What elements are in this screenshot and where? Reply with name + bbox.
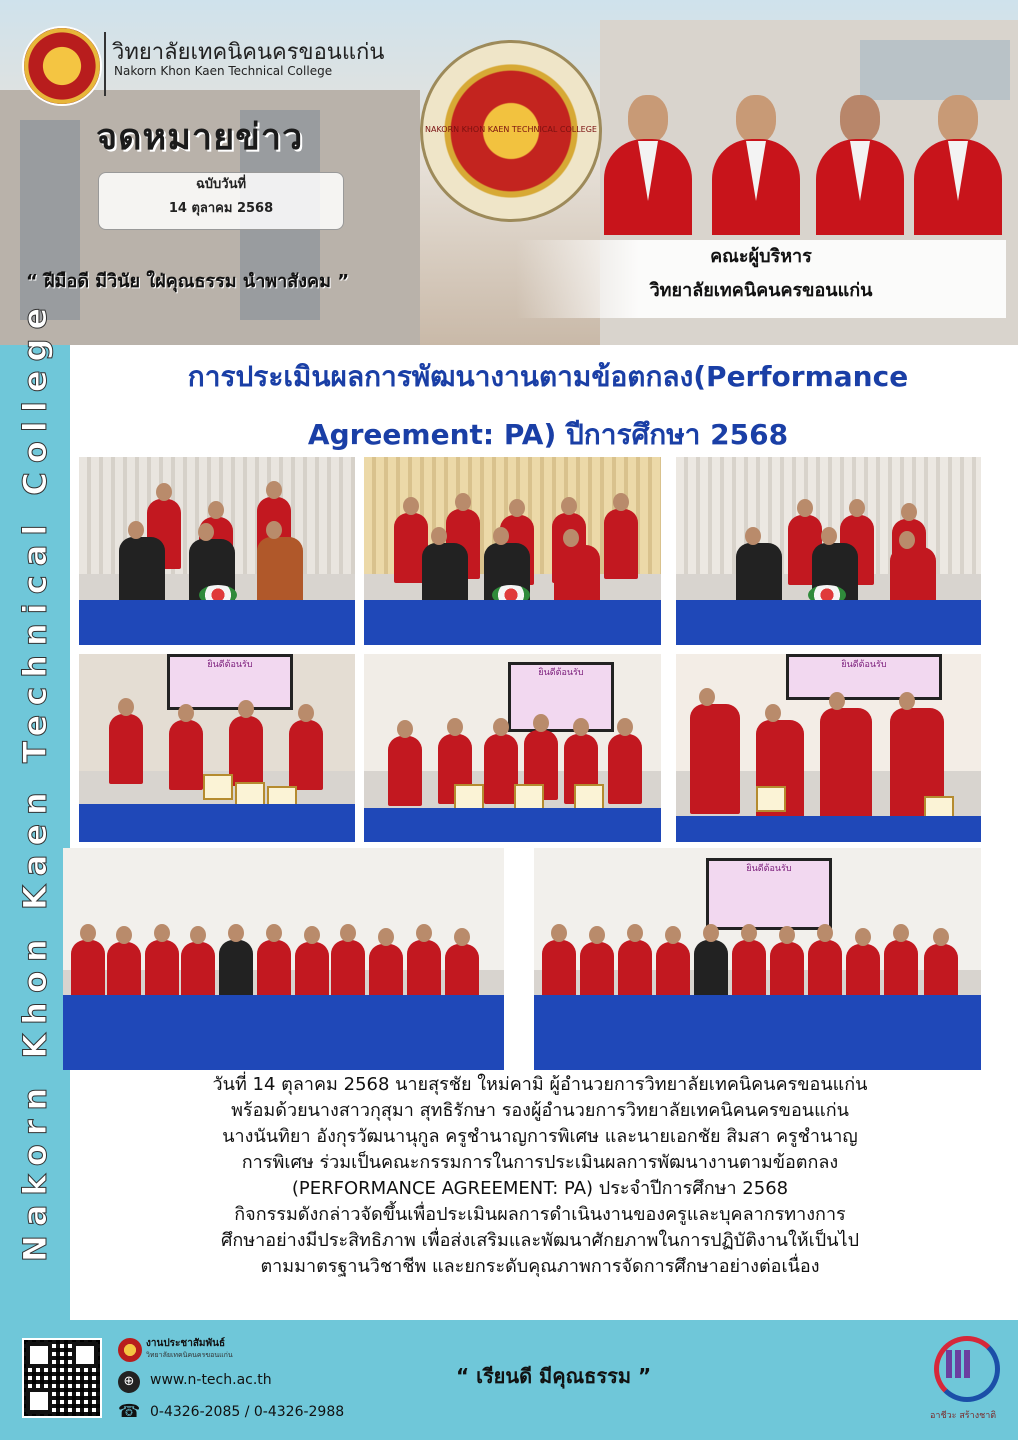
- article-line: ตามมาตรฐานวิชาชีพ และยกระดับคุณภาพการจัดการศึกษาอย่างต่อเนื่อง: [260, 1256, 820, 1277]
- screen-welcome-text: ยินดีต้อนรับ: [538, 668, 584, 678]
- globe-icon: ⊕: [118, 1371, 140, 1393]
- event-photo: [79, 654, 355, 842]
- executive-photo: [600, 95, 695, 235]
- article-line: การพิเศษ ร่วมเป็นคณะกรรมการในการประเมินผลการพัฒนางานตามข้อตกลง: [241, 1152, 839, 1173]
- executive-photo: [812, 95, 907, 235]
- college-motto: “ ฝีมือดี มีวินัย ใฝ่คุณธรรม นำพาสังคม ”: [26, 271, 350, 292]
- college-logo: [22, 26, 102, 106]
- phone-icon: ☎: [118, 1401, 141, 1422]
- executive-photo: [910, 95, 1005, 235]
- building-window: [860, 40, 1010, 100]
- nation-logo-caption: อาชีวะ สร้างชาติ: [930, 1411, 997, 1421]
- seal-text: NAKORN KHON KAEN TECHNICAL COLLEGE: [425, 125, 597, 134]
- header-divider: [104, 32, 106, 96]
- event-photo-wide: [534, 848, 981, 1070]
- issue-date-box: [98, 172, 344, 230]
- qr-code[interactable]: [22, 1338, 102, 1418]
- article-line: พร้อมด้วยนางสาวกุสุมา สุทธิรักษา รองผู้อำนวยการวิทยาลัยเทคนิคนครขอนแก่น: [231, 1100, 849, 1121]
- phone-numbers: 0-4326-2085 / 0-4326-2988: [150, 1404, 345, 1420]
- headline-line1: การประเมินผลการพัฒนางานตามข้อตกลง(Performance: [187, 360, 909, 393]
- event-photo: [676, 654, 981, 842]
- executive-label-line1: คณะผู้บริหาร: [710, 246, 812, 267]
- pr-sublabel: วิทยาลัยเทคนิคนครขอนแก่น: [146, 1351, 233, 1359]
- pr-label: งานประชาสัมพันธ์: [146, 1338, 226, 1349]
- article-body: [90, 1072, 990, 1280]
- article-line: ศึกษาอย่างมีประสิทธิภาพ เพื่อส่งเสริมและพัฒนาศักยภาพในการปฏิบัติงานให้เป็นไป: [220, 1230, 859, 1251]
- pr-logo-icon: [118, 1338, 142, 1362]
- event-photo: [79, 457, 355, 645]
- article-line: วันที่ 14 ตุลาคม 2568 นายสุรชัย ใหม่คามิ ผู้อำนวยการวิทยาลัยเทคนิคนครขอนแก่น: [212, 1074, 868, 1095]
- article-line: กิจกรรมดังกล่าวจัดขึ้นเพื่อประเมินผลการดำเนินงานของครูและบุคลากรทางการ: [234, 1204, 846, 1225]
- headline-line2: Agreement: PA) ปีการศึกษา 2568: [307, 418, 789, 451]
- issue-date: 14 ตุลาคม 2568: [168, 201, 274, 216]
- executive-photo: [708, 95, 803, 235]
- event-photo-wide: [63, 848, 504, 1070]
- screen-welcome-text: ยินดีต้อนรับ: [207, 660, 253, 670]
- headline: [78, 348, 1018, 464]
- article-line: (PERFORMANCE AGREEMENT: PA) ประจำปีการศึกษา 2568: [291, 1178, 789, 1199]
- college-name-english: Nakorn Khon Kaen Technical College: [114, 64, 333, 78]
- screen-welcome-text: ยินดีต้อนรับ: [841, 660, 887, 670]
- college-seal: [420, 40, 602, 222]
- vocational-nation-logo: [928, 1330, 994, 1406]
- event-photo: [364, 654, 661, 842]
- college-name-thai: วิทยาลัยเทคนิคนครขอนแก่น: [112, 40, 385, 65]
- event-photo: [676, 457, 981, 645]
- issue-label: ฉบับวันที่: [195, 177, 247, 192]
- event-photo: [364, 457, 661, 645]
- executive-label: [516, 240, 1006, 318]
- side-vertical-text: Nakorn Khon Kaen Technical College: [16, 298, 54, 1262]
- footer-motto: “ เรียนดี มีคุณธรรม ”: [456, 1364, 652, 1388]
- article-line: นางนันทิยา อังกุรวัฒนานุกูล ครูชำนาญการพิเศษ และนายเอกชัย สิมสา ครูชำนาญ: [222, 1126, 858, 1147]
- screen-welcome-text: ยินดีต้อนรับ: [746, 864, 792, 874]
- executive-label-line2: วิทยาลัยเทคนิคนครขอนแก่น: [649, 280, 873, 301]
- website-link[interactable]: www.n-tech.ac.th: [150, 1372, 272, 1388]
- newsletter-title: จดหมายข่าว: [96, 117, 304, 158]
